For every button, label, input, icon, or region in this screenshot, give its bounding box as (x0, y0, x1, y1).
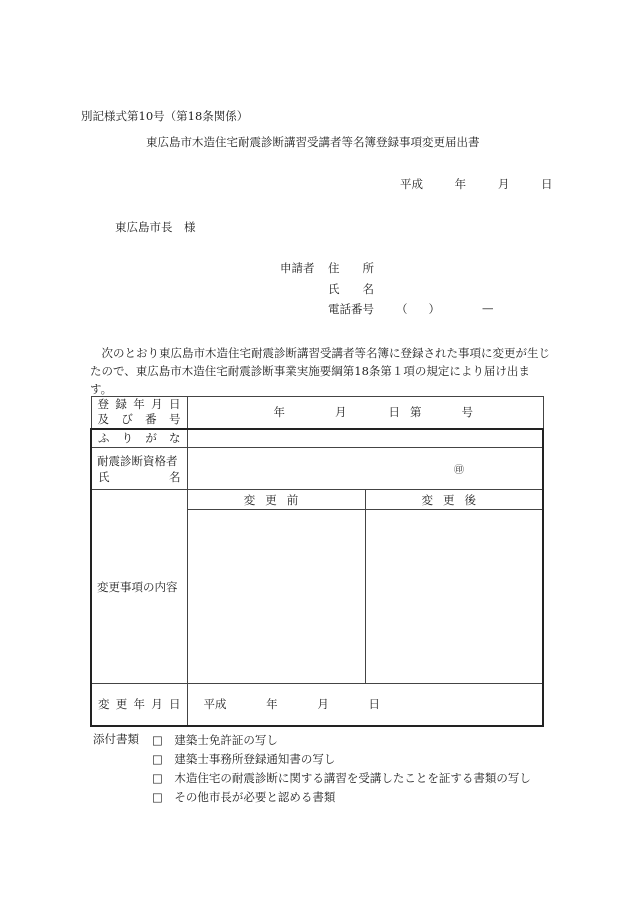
submission-date (400, 176, 552, 192)
qualifier-name-label: 耐震診断資格者 氏 名 (91, 448, 187, 490)
before-field[interactable] (187, 510, 365, 684)
seal-mark: ㊞ (454, 465, 464, 476)
checkbox-icon[interactable]: □ (152, 790, 163, 804)
before-header: 変更前 (187, 490, 365, 510)
document-title: 東広島市木造住宅耐震診断講習受講者等名簿登録事項変更届出書 (146, 135, 480, 149)
change-date-label: 変 更 年 月 日 (91, 684, 187, 726)
phone-dash: — (482, 301, 494, 315)
registration-value[interactable]: 年 月 日 第 号 (187, 397, 543, 429)
applicant-label: 申請者 (280, 261, 315, 275)
attachment-item[interactable]: □ 建築士免許証の写し (152, 733, 278, 747)
address-label: 住 所 (328, 261, 374, 275)
checkbox-icon[interactable]: □ (152, 771, 163, 785)
checkbox-icon[interactable]: □ (152, 752, 163, 766)
addressee: 東広島市長 様 (115, 220, 196, 234)
date-era: 平成 (400, 177, 423, 191)
attachment-item[interactable]: □ 木造住宅の耐震診断に関する講習を受講したことを証する書類の写し (152, 771, 531, 785)
change-content-label: 変更事項の内容 (91, 490, 187, 684)
name-label: 氏 名 (328, 282, 374, 296)
phone-area-code: （ ） (396, 302, 440, 316)
attachment-item[interactable]: □ 建築士事務所登録通知書の写し (152, 752, 336, 766)
form-id: 別記様式第10号（第18条関係） (81, 109, 249, 123)
attachments-list (152, 731, 531, 807)
body-text: 次のとおり東広島市木造住宅耐震診断講習受講者等名簿に登録された事項に変更が生じたので、東広島市木造住宅耐震診断事業実施要綱第18条第１項の規定により届け出ます。 (90, 346, 550, 396)
after-field[interactable] (365, 510, 543, 684)
registration-label: 登 録 年 月 日 及 び 番 号 (91, 397, 187, 429)
checkbox-icon[interactable]: □ (152, 733, 163, 747)
after-header: 変更後 (365, 490, 543, 510)
attachments-label: 添付書類 (93, 732, 139, 746)
qualifier-name-field[interactable] (187, 448, 543, 490)
change-date-field[interactable]: 平成 年 月 日 (187, 684, 543, 726)
attachment-item[interactable]: □ その他市長が必要と認める書類 (152, 790, 336, 804)
form-table (90, 396, 544, 727)
furigana-label: ふ り が な (91, 429, 187, 448)
furigana-field[interactable] (187, 429, 543, 448)
date-day: 日 (540, 177, 553, 191)
phone-label: 電話番号 (328, 302, 374, 316)
date-year: 年 (454, 177, 467, 191)
date-month: 月 (497, 177, 510, 191)
